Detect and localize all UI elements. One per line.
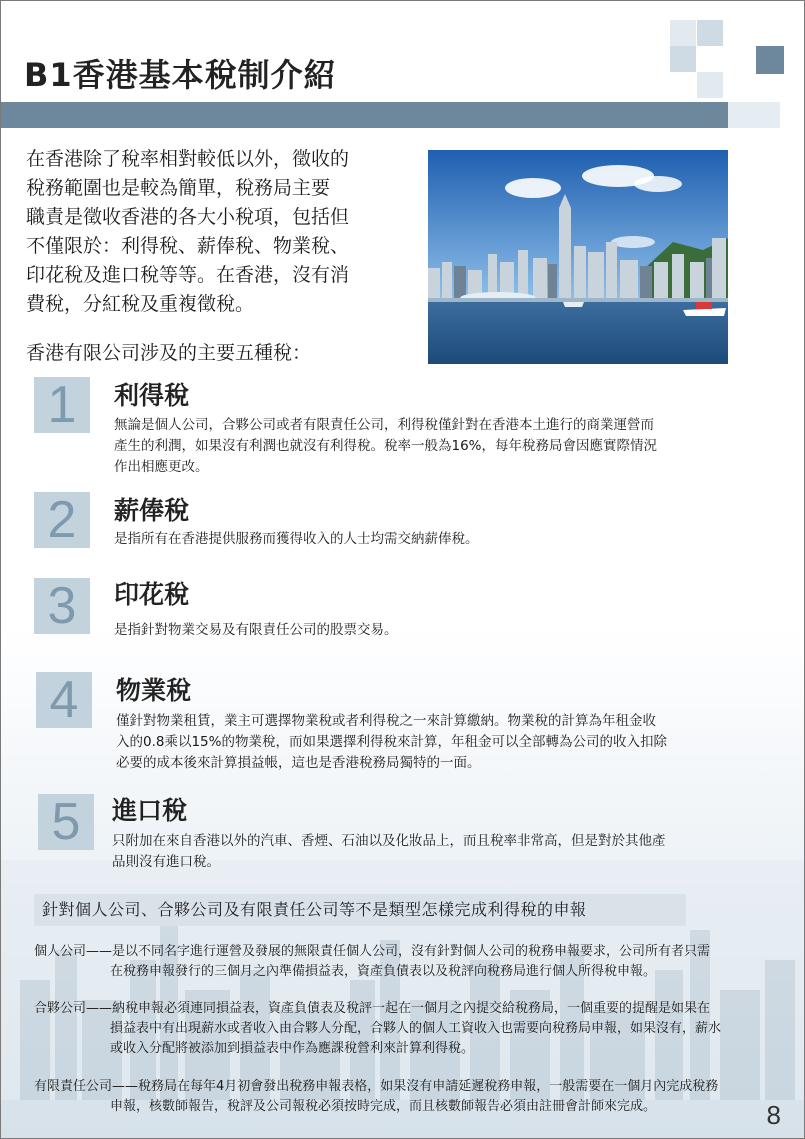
tax-name: 物業稅 [116, 676, 192, 705]
tax-description [114, 529, 479, 550]
tax-number-box: 5 [38, 794, 94, 850]
tax-description-line: 入的0.8乘以15%的物業稅，而如果選擇利得稅來計算，年租金可以全部轉為公司的收入扣除 [116, 734, 667, 750]
tax-description [114, 415, 657, 478]
tax-number-box: 4 [36, 672, 92, 728]
tax-description-line: 必要的成本後來計算損益帳，這也是香港稅務局獨特的一面。 [116, 755, 481, 771]
tax-description-line: 是指針對物業交易及有限責任公司的股票交易。 [114, 622, 398, 638]
decorative-square [756, 46, 784, 74]
tax-description-line: 產生的利潤，如果沒有利潤也就沒有利得稅。稅率一般為16%，每年稅務局會因應實際情況 [114, 438, 658, 454]
decorative-square [697, 72, 723, 98]
tax-description-line: 無論是個人公司，合夥公司或者有限責任公司，利得稅僅針對在香港本土進行的商業運營而 [114, 417, 654, 433]
decorative-square [728, 102, 780, 128]
paragraph-line: 在稅務申報發行的三個月之內準備損益表，資產負債表以及稅評向稅務局進行個人所得稅申報。 [110, 964, 657, 979]
tax-name: 薪俸稅 [114, 496, 190, 525]
paragraph-line: 或收入分配將被添加到損益表中作為應課稅營利來計算利得稅。 [110, 1041, 475, 1056]
intro-line: 不僅限於：利得稅、薪俸稅、物業稅、 [26, 235, 350, 257]
sole-proprietor-paragraph [34, 942, 784, 982]
intro-line: 職責是徵收香港的各大小稅項，包括但 [26, 206, 350, 228]
partnership-paragraph [34, 999, 784, 1059]
decorative-square [670, 46, 696, 72]
tax-description-line: 作出相應更改。 [114, 459, 209, 475]
section-heading: 針對個人公司、合夥公司及有限責任公司等不是類型怎樣完成利得稅的申報 [34, 894, 686, 926]
tax-description-line: 是指所有在香港提供服務而獲得收入的人士均需交納薪俸稅。 [114, 531, 479, 547]
page-number: 8 [766, 1100, 781, 1130]
intro-line: 在香港除了稅率相對較低以外，徵收的 [26, 148, 350, 170]
tax-description [112, 831, 666, 873]
tax-number-box: 1 [34, 377, 90, 433]
paragraph-line: 損益表中有出現薪水或者收入由合夥人分配，合夥人的個人工資收入也需要向稅務局申報，如果沒有，薪水 [110, 1021, 722, 1036]
intro-line: 稅務範圍也是較為簡單，稅務局主要 [26, 177, 331, 199]
tax-number-box: 3 [34, 578, 90, 634]
tax-number-box: 2 [34, 492, 90, 548]
paragraph-line: 合夥公司——納稅申報必須連同損益表，資產負債表及稅評一起在一個月之內提交給稅務局，一個重要的提醒是如果在 [34, 1001, 711, 1016]
paragraph-line: 個人公司——是以不同名字進行運營及發展的無限責任個人公司，沒有針對個人公司的稅務申報要求，公司所有者只需 [34, 944, 711, 959]
limited-company-paragraph [34, 1077, 784, 1117]
intro-paragraph [26, 145, 406, 319]
tax-name: 進口稅 [112, 796, 188, 825]
tax-name: 利得稅 [114, 381, 190, 410]
decorative-square [697, 20, 723, 46]
tax-description-line: 只附加在來自香港以外的汽車、香煙、石油以及化妝品上，而且稅率非常高，但是對於其他產 [112, 833, 666, 849]
paragraph-line: 申報，核數師報告，稅評及公司報稅必須按時完成，而且核數師報告必須由註冊會計師來完成。 [110, 1099, 657, 1114]
tax-name: 印花稅 [114, 580, 190, 609]
intro-line: 費稅，分紅稅及重複徵稅。 [26, 293, 255, 315]
hong-kong-harbour-photo [428, 150, 728, 364]
tax-description [114, 620, 398, 641]
tax-description [116, 711, 667, 774]
intro-line: 印花稅及進口稅等等。在香港，沒有消 [26, 264, 350, 286]
intro-subheading: 香港有限公司涉及的主要五種稅： [26, 342, 312, 364]
tax-description-line: 品則沒有進口稅。 [112, 854, 220, 870]
decorative-square [670, 20, 696, 46]
paragraph-line: 有限責任公司——稅務局在每年4月初會發出稅務申報表格，如果沒有申請延遲稅務申報，一般需要在一個月內完成稅務 [34, 1079, 719, 1094]
tax-description-line: 僅針對物業租賃，業主可選擇物業稅或者利得稅之一來計算繳納。物業稅的計算為年租金收 [116, 713, 656, 729]
title-underline-bar [0, 102, 728, 128]
page-title: B1香港基本稅制介紹 [24, 56, 337, 94]
